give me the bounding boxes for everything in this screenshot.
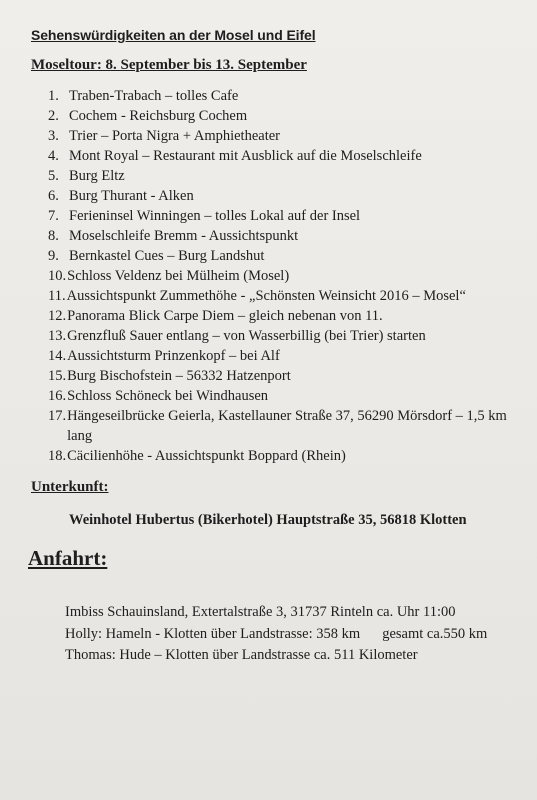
sights-list	[48, 86, 518, 466]
list-item-text: Mont Royal – Restaurant mit Ausblick auf die Moselschleife	[69, 148, 422, 164]
list-item	[48, 386, 518, 406]
list-item-text: Traben-Trabach – tolles Cafe	[69, 88, 239, 104]
hotel-address: Weinhotel Hubertus (Bikerhotel) Hauptstraße 35, 56818 Klotten	[69, 512, 467, 528]
list-item-text: Aussichtspunkt Zummethöhe - „Schönsten Weinsicht 2016 – Mosel“	[66, 288, 466, 304]
list-item-number: 15.	[48, 368, 67, 384]
list-item-number: 4.	[48, 148, 59, 164]
list-item-text: Burg Eltz	[69, 168, 125, 184]
list-item	[48, 246, 518, 266]
list-item-number: 17.	[48, 408, 67, 424]
list-item	[48, 186, 518, 206]
tour-heading: Moseltour: 8. September bis 13. September	[31, 57, 307, 73]
list-item-number: 10.	[48, 268, 67, 284]
list-item-text: Cäcilienhöhe - Aussichtspunkt Boppard (Rhein)	[67, 448, 346, 464]
list-item-text: Hängeseilbrücke Geierla, Kastellauner Straße 37, 56290 Mörsdorf – 1,5 km lang	[67, 408, 507, 444]
list-item	[48, 366, 518, 386]
list-item	[48, 406, 518, 446]
list-item-text: Burg Thurant - Alken	[69, 188, 194, 204]
list-item-number: 18.	[48, 448, 67, 464]
anfahrt-heading: Anfahrt:	[28, 546, 108, 570]
list-item-number: 14.	[48, 348, 67, 364]
route-line-holly	[65, 626, 487, 643]
list-item	[48, 446, 518, 466]
list-item-text: Bernkastel Cues – Burg Landshut	[69, 248, 265, 264]
list-item	[48, 226, 518, 246]
list-item-number: 1.	[48, 88, 59, 104]
list-item	[48, 306, 518, 326]
list-item-number: 7.	[48, 208, 59, 224]
document-title: Sehenswürdigkeiten an der Mosel und Eifel	[31, 27, 316, 43]
list-item-text: Cochem - Reichsburg Cochem	[69, 108, 248, 124]
route-holly-total: gesamt ca.550 km	[382, 626, 488, 642]
list-item-number: 13.	[48, 328, 67, 344]
list-item	[48, 326, 518, 346]
list-item-text: Grenzfluß Sauer entlang – von Wasserbillig (bei Trier) starten	[67, 328, 426, 344]
list-item	[48, 206, 518, 226]
list-item-text: Schloss Schöneck bei Windhausen	[67, 388, 269, 404]
route-holly-text: Holly: Hameln - Klotten über Landstrasse: 358 km	[65, 626, 361, 642]
list-item-text: Trier – Porta Nigra + Amphietheater	[69, 128, 281, 144]
route-line-meeting-point: Imbiss Schauinsland, Extertalstraße 3, 31737 Rinteln ca. Uhr 11:00	[65, 604, 456, 620]
list-item-number: 16.	[48, 388, 67, 404]
list-item-text: Burg Bischofstein – 56332 Hatzenport	[67, 368, 291, 384]
list-item	[48, 346, 518, 366]
list-item-number: 2.	[48, 108, 59, 124]
unterkunft-heading: Unterkunft:	[31, 479, 109, 495]
list-item-number: 5.	[48, 168, 59, 184]
list-item-text: Aussichtsturm Prinzenkopf – bei Alf	[67, 348, 280, 364]
list-item-number: 11.	[48, 288, 66, 304]
list-item-text: Schloss Veldenz bei Mülheim (Mosel)	[67, 268, 290, 284]
list-item	[48, 286, 518, 306]
list-item-number: 6.	[48, 188, 59, 204]
list-item	[48, 266, 518, 286]
list-item-number: 3.	[48, 128, 59, 144]
route-line-thomas: Thomas: Hude – Klotten über Landstrasse ca. 511 Kilometer	[65, 647, 418, 663]
list-item-number: 9.	[48, 248, 59, 264]
list-item	[48, 166, 518, 186]
list-item-text: Panorama Blick Carpe Diem – gleich nebenan von 11.	[67, 308, 383, 324]
list-item-number: 12.	[48, 308, 67, 324]
list-item	[48, 106, 518, 126]
list-item	[48, 146, 518, 166]
list-item-text: Ferieninsel Winningen – tolles Lokal auf der Insel	[69, 208, 361, 224]
list-item	[48, 86, 518, 106]
list-item	[48, 126, 518, 146]
list-item-text: Moselschleife Bremm - Aussichtspunkt	[69, 228, 299, 244]
list-item-number: 8.	[48, 228, 59, 244]
